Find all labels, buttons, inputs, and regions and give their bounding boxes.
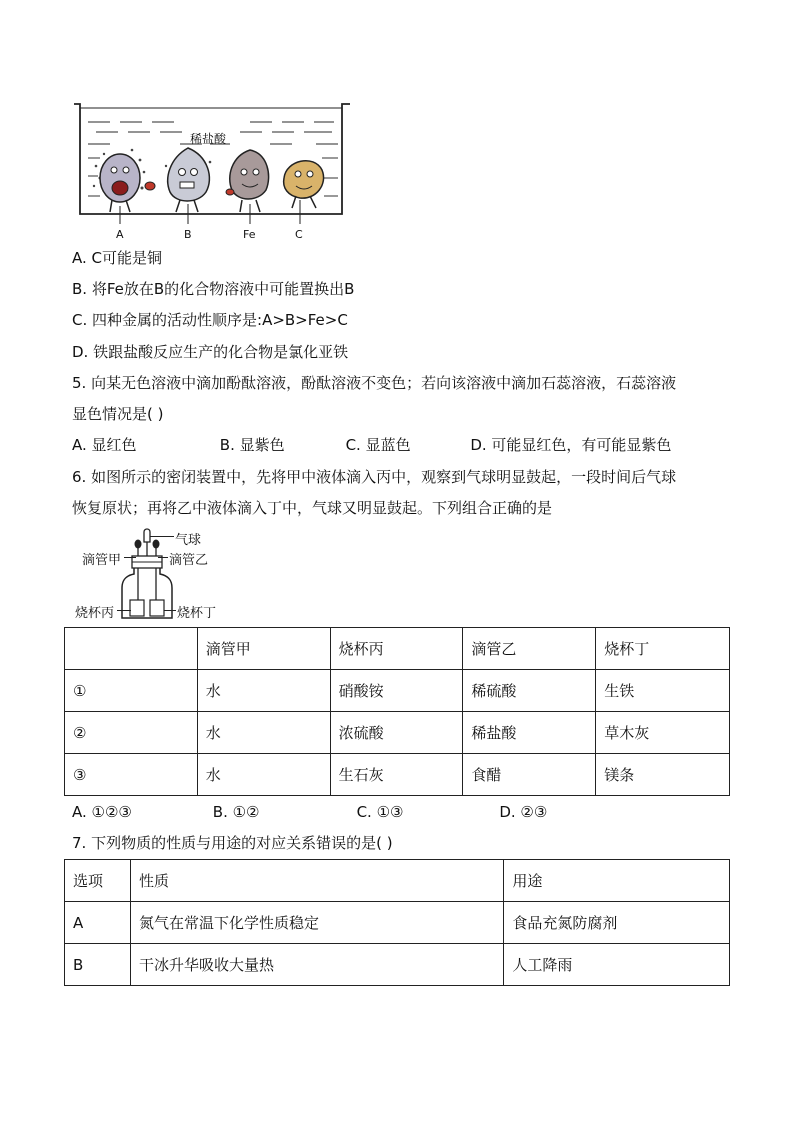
table-cell: ① xyxy=(65,670,198,712)
q4-option-b: B. 将Fe放在B的化合物溶液中可能置换出B xyxy=(72,280,355,298)
dropper-b-pointer xyxy=(158,557,168,558)
table-cell: 滴管乙 xyxy=(463,628,596,670)
q6-options xyxy=(72,801,547,823)
q6-option-d: D. ②③ xyxy=(499,803,548,821)
apparatus-figure xyxy=(116,526,178,622)
table-cell: 浓硫酸 xyxy=(330,712,463,754)
q6-option-a: A. ①②③ xyxy=(72,803,132,821)
table-cell: 干冰升华吸收大量热 xyxy=(130,944,503,986)
q4-option-a: A. C可能是铜 xyxy=(72,249,163,267)
table-cell: 滴管甲 xyxy=(197,628,330,670)
table-cell: ② xyxy=(65,712,198,754)
table-cell: 硝酸铵 xyxy=(330,670,463,712)
metal-label-b: B xyxy=(184,228,192,241)
label-beaker-d: 烧杯丁 xyxy=(177,606,217,621)
table-cell xyxy=(65,628,198,670)
acid-label: 稀盐酸 xyxy=(190,132,227,146)
table-cell: 草木灰 xyxy=(596,712,730,754)
metal-label-c: C xyxy=(295,228,303,241)
beaker-d-pointer xyxy=(164,610,176,611)
table-cell: 烧杯丙 xyxy=(330,628,463,670)
q6-table xyxy=(64,627,730,796)
beaker-c-pointer xyxy=(117,610,131,611)
table-cell: 水 xyxy=(197,712,330,754)
table-row xyxy=(65,670,730,712)
label-dropper-a: 滴管甲 xyxy=(82,553,122,568)
table-cell: 氮气在常温下化学性质稳定 xyxy=(130,902,503,944)
table-cell: ③ xyxy=(65,754,198,796)
table-row xyxy=(65,712,730,754)
table-cell: 稀硫酸 xyxy=(463,670,596,712)
table-cell: 人工降雨 xyxy=(504,944,730,986)
table-cell: 水 xyxy=(197,754,330,796)
table-cell: 性质 xyxy=(130,860,503,902)
table-cell: A xyxy=(65,902,131,944)
table-cell: 烧杯丁 xyxy=(596,628,730,670)
table-row xyxy=(65,902,730,944)
q7-stem: 7. 下列物质的性质与用途的对应关系错误的是( ) xyxy=(72,834,393,852)
iron-character xyxy=(226,150,269,224)
q5-stem-line1: 5. 向某无色溶液中滴加酚酞溶液，酚酞溶液不变色；若向该溶液中滴加石蕊溶液，石蕊溶液 xyxy=(72,374,677,392)
q4-option-d: D. 铁跟盐酸反应生产的化合物是氯化亚铁 xyxy=(72,343,349,361)
balloon-pointer xyxy=(150,536,174,537)
table-cell: 选项 xyxy=(65,860,131,902)
q5-option-b: B. 显紫色 xyxy=(219,436,285,454)
label-balloon: 气球 xyxy=(175,533,202,548)
table-row xyxy=(65,944,730,986)
table-cell: B xyxy=(65,944,131,986)
q5-option-a: A. 显红色 xyxy=(72,436,137,454)
table-cell: 稀盐酸 xyxy=(463,712,596,754)
label-beaker-c: 烧杯丙 xyxy=(75,606,115,621)
q4-option-c: C. 四种金属的活动性顺序是:A>B>Fe>C xyxy=(72,311,348,329)
metal-a-character xyxy=(93,149,155,224)
q6-option-c: C. ①③ xyxy=(356,803,404,821)
metal-reaction-figure xyxy=(70,96,360,246)
table-cell: 水 xyxy=(197,670,330,712)
dropper-a-pointer xyxy=(124,557,136,558)
table-cell: 生铁 xyxy=(596,670,730,712)
table-row xyxy=(65,754,730,796)
q6-table-header xyxy=(65,628,730,670)
table-cell: 食品充氮防腐剂 xyxy=(504,902,730,944)
metal-label-fe: Fe xyxy=(243,228,256,241)
q6-stem-line1: 6. 如图所示的密闭装置中，先将甲中液体滴入丙中，观察到气球明显鼓起，一段时间后气球 xyxy=(72,468,677,486)
q7-table xyxy=(64,859,730,986)
metal-label-a: A xyxy=(116,228,124,241)
q6-option-b: B. ①② xyxy=(212,803,260,821)
q5-stem-line2: 显色情况是( ) xyxy=(72,405,164,423)
table-cell: 食醋 xyxy=(463,754,596,796)
q5-options xyxy=(72,434,671,456)
q5-option-c: C. 显蓝色 xyxy=(345,436,411,454)
q5-option-d: D. 可能显红色，有可能显紫色 xyxy=(470,436,672,454)
table-cell: 生石灰 xyxy=(330,754,463,796)
table-cell: 镁条 xyxy=(596,754,730,796)
q6-stem-line2: 恢复原状；再将乙中液体滴入丁中，气球又明显鼓起。下列组合正确的是 xyxy=(72,499,553,517)
table-cell: 用途 xyxy=(504,860,730,902)
label-dropper-b: 滴管乙 xyxy=(169,553,209,568)
q7-table-header xyxy=(65,860,730,902)
metal-b-character xyxy=(165,148,212,224)
